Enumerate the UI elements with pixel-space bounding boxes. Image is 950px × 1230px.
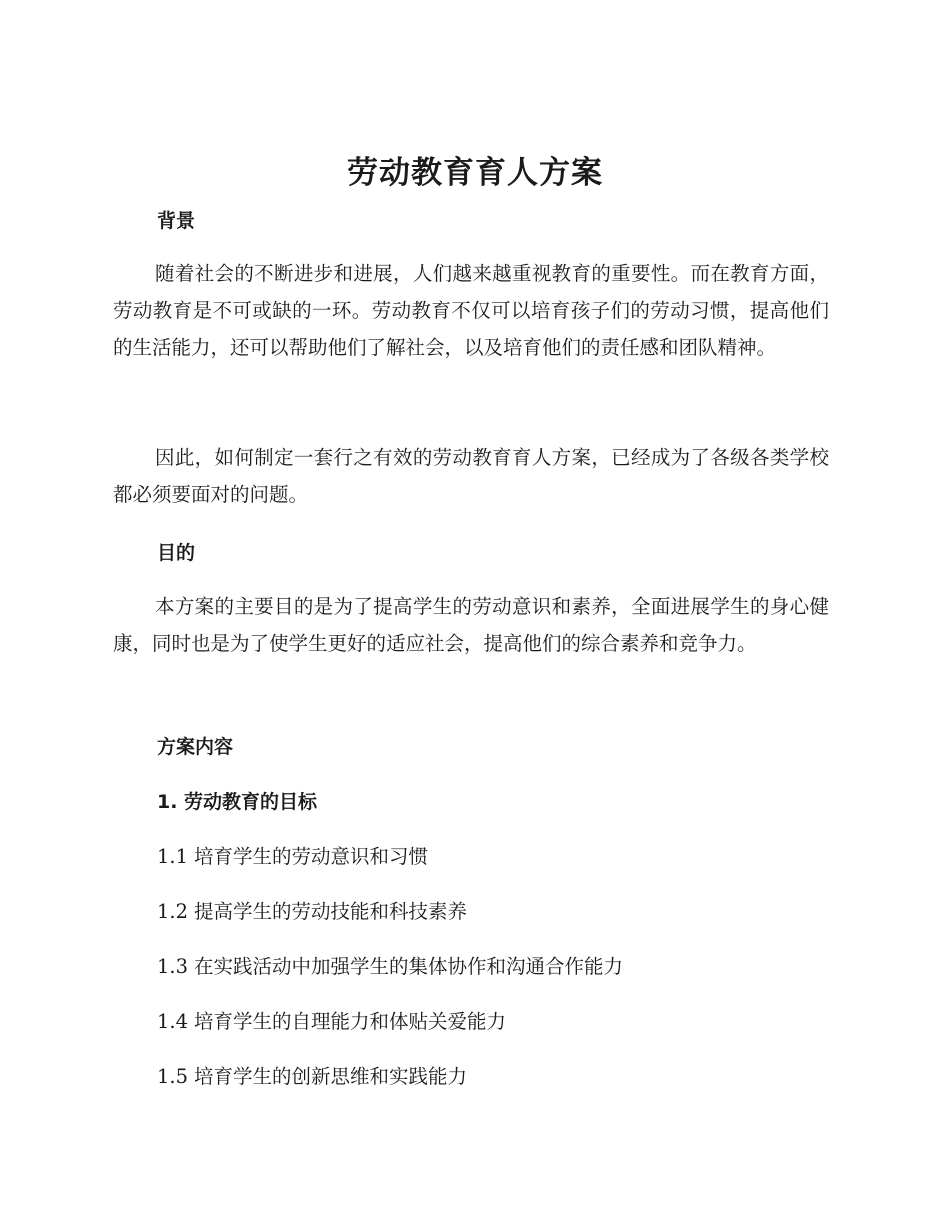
purpose-paragraph-1: 本方案的主要目的是为了提高学生的劳动意识和素养，全面进展学生的身心健康，同时也是为了使学生更好的适应社会，提高他们的综合素养和竞争力。 xyxy=(113,595,829,655)
list-item xyxy=(157,1007,506,1037)
list-item-text: 在实践活动中加强学生的集体协作和沟通合作能力 xyxy=(194,955,624,978)
section-heading-content: 方案内容 xyxy=(157,736,234,758)
background-paragraph-2: 因此，如何制定一套行之有效的劳动教育育人方案，已经成为了各级各类学校都必须要面对的问题。 xyxy=(113,446,829,506)
list-item-number: 1.5 xyxy=(157,1065,189,1088)
list-item-text: 提高学生的劳动技能和科技素养 xyxy=(194,900,468,923)
list-item-text: 培育学生的劳动意识和习惯 xyxy=(194,845,429,868)
list-item xyxy=(157,842,428,872)
section-heading-background: 背景 xyxy=(157,210,196,232)
list-item xyxy=(157,952,623,982)
list-item-text: 培育学生的自理能力和体贴关爱能力 xyxy=(194,1010,507,1033)
list-item-text: 培育学生的创新思维和实践能力 xyxy=(194,1065,468,1088)
list-item-number: 1.1 xyxy=(157,845,189,868)
list-item-number: 1.4 xyxy=(157,1010,189,1033)
list-item xyxy=(157,897,467,927)
background-paragraph-1: 随着社会的不断进步和进展，人们越来越重视教育的重要性。而在教育方面，劳动教育是不可或缺的一环。劳动教育不仅可以培育孩子们的劳动习惯，提高他们的生活能力，还可以帮助他们了解社会，以及培育他们的责任感和团队精神。 xyxy=(113,262,829,359)
document-title: 劳动教育育人方案 xyxy=(347,155,603,191)
subheading-labor-goals: 1. 劳动教育的目标 xyxy=(157,791,318,813)
list-item-number: 1.2 xyxy=(157,900,189,923)
list-item-number: 1.3 xyxy=(157,955,189,978)
section-heading-purpose: 目的 xyxy=(157,542,196,564)
list-item xyxy=(157,1062,467,1092)
